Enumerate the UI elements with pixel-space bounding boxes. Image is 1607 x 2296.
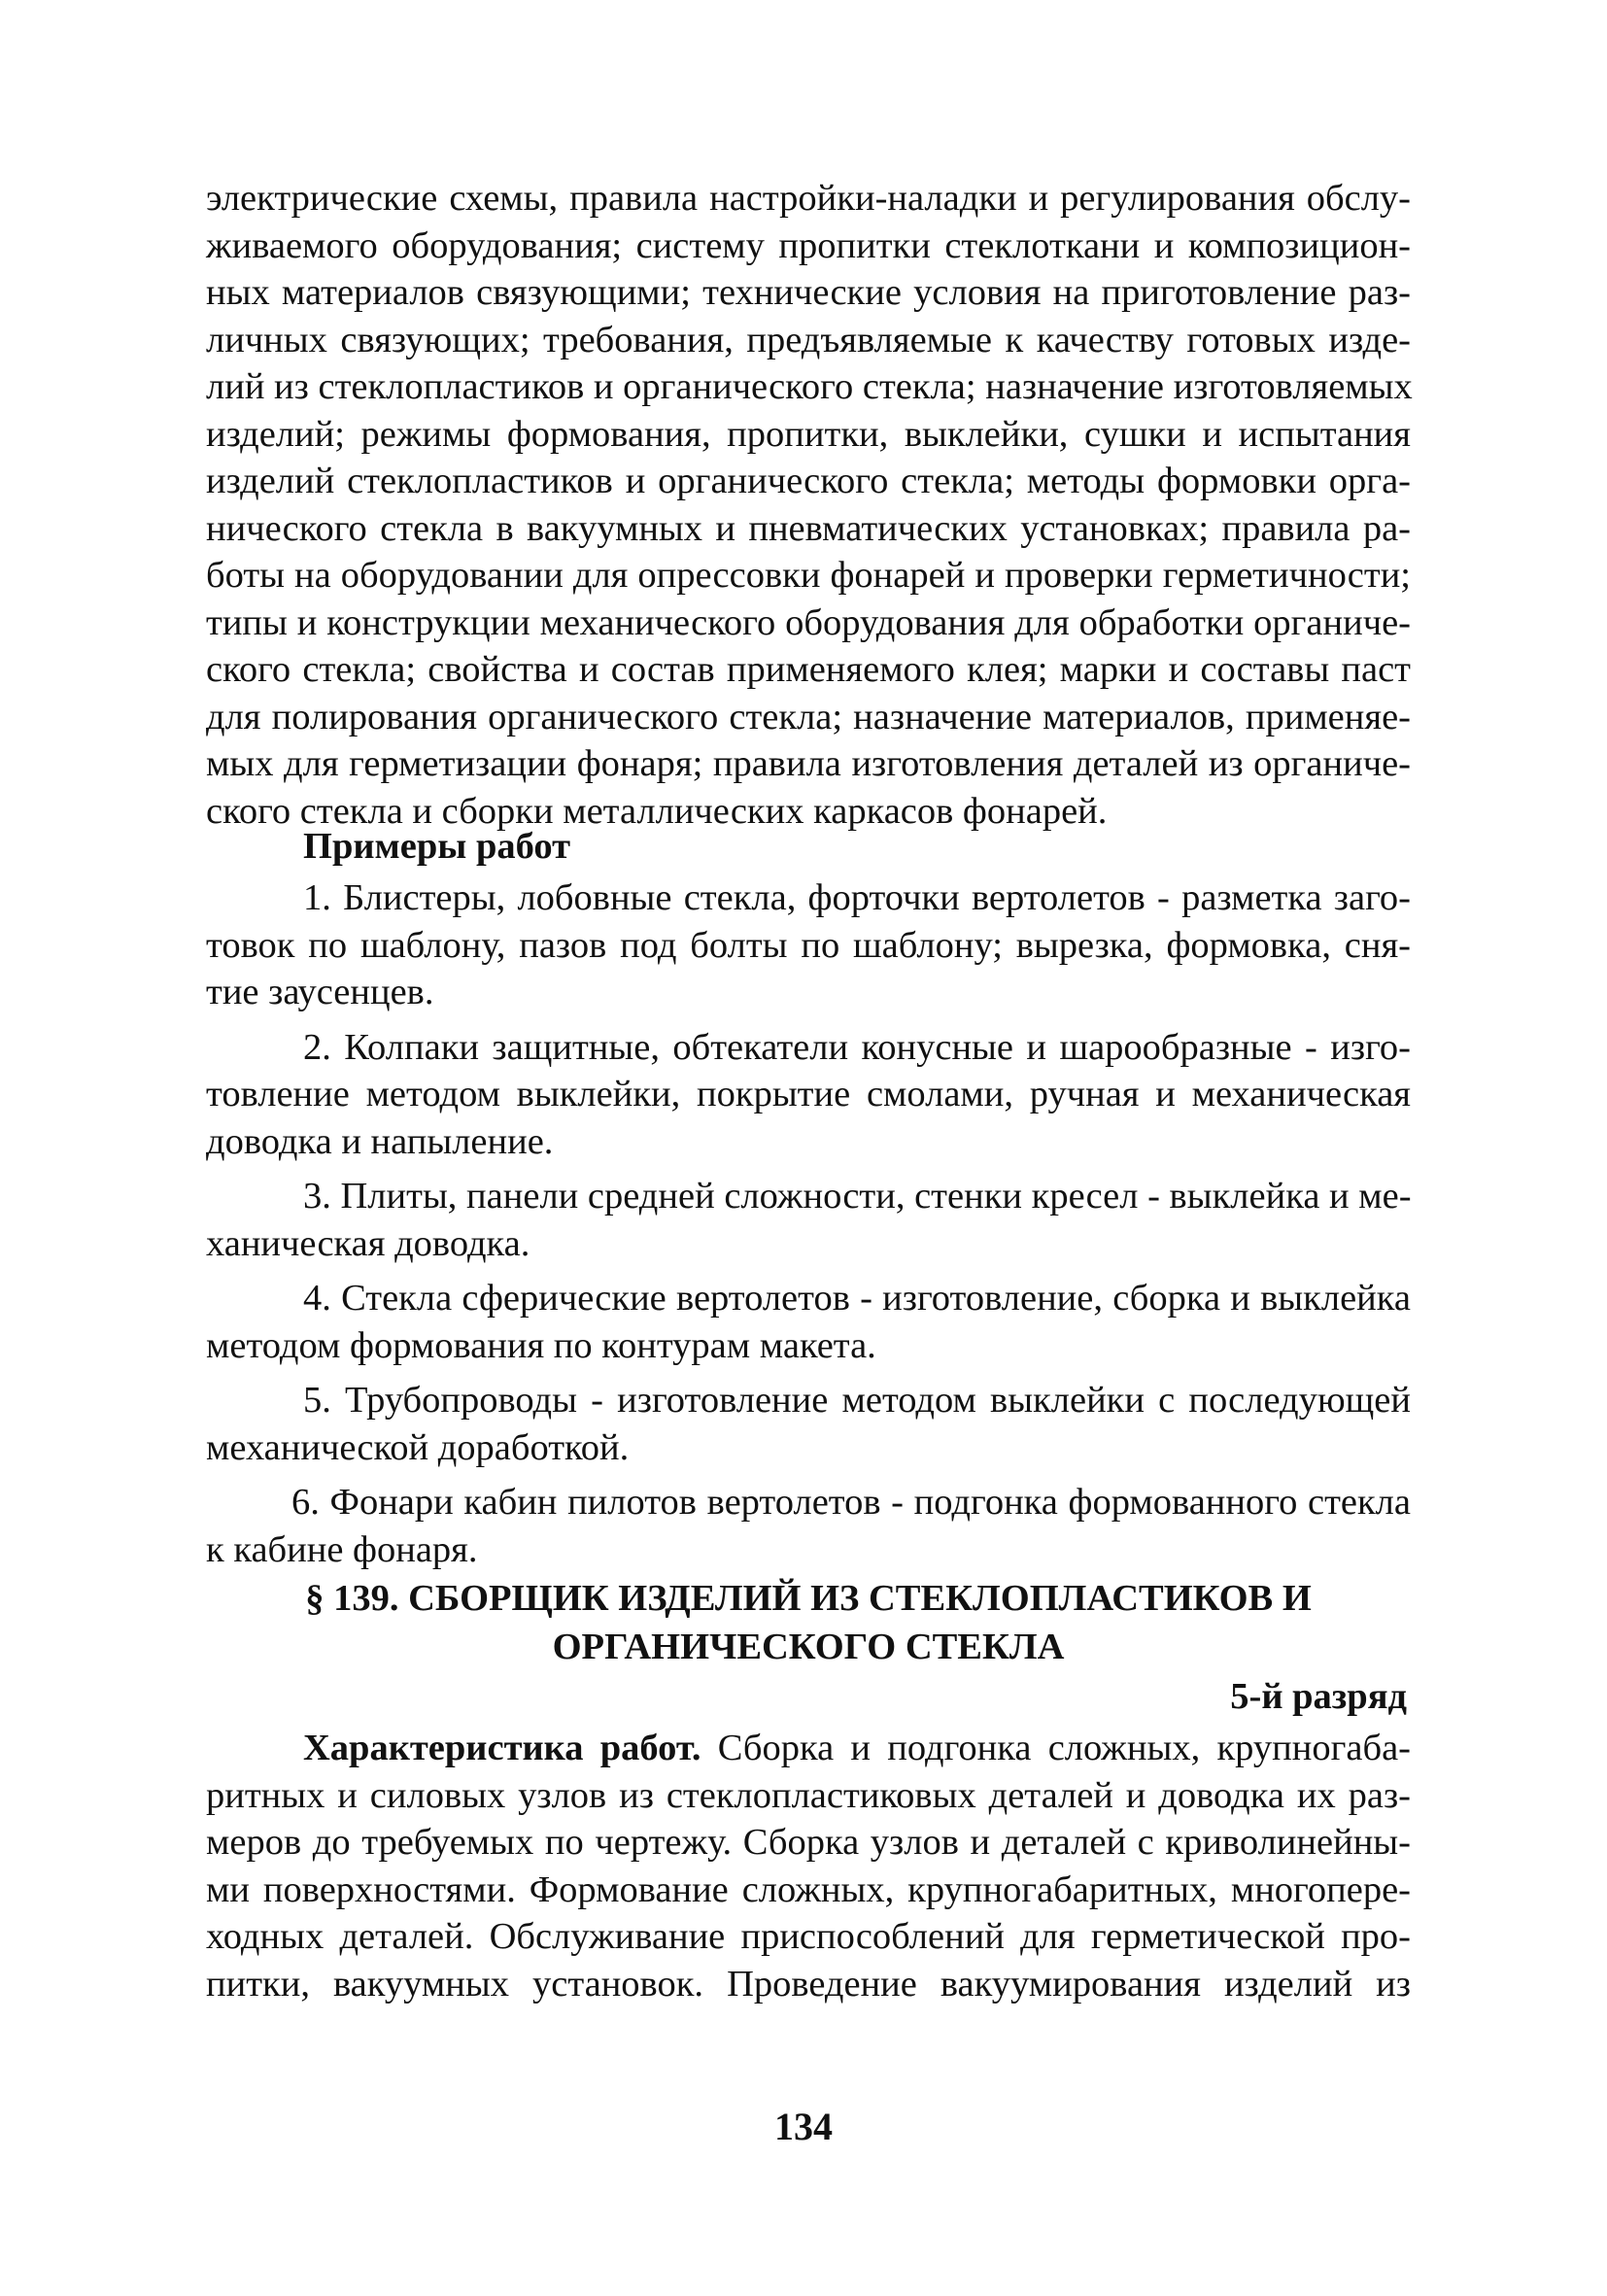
text-line: 4. Стекла сферические вертолетов - изготовление, сборка и выклейка bbox=[303, 1278, 1411, 1319]
grade-label: 5-й разряд bbox=[1230, 1676, 1407, 1717]
text-line: изделий стеклопластиков и органического стекла; методы формовки орга- bbox=[206, 461, 1411, 501]
text-line: тие заусенцев. bbox=[206, 972, 434, 1012]
characteristic-text bbox=[206, 1725, 1411, 2007]
characteristic-label: Характеристика работ. bbox=[303, 1728, 701, 1768]
text-line: методом формования по контурам макета. bbox=[206, 1324, 876, 1366]
text-line: 2. Колпаки защитные, обтекатели конусные и шарообразные - изго- bbox=[303, 1026, 1411, 1068]
characteristic-paragraph bbox=[206, 1725, 1411, 2007]
characteristic-first-line: Сборка и подгонка сложных, крупногаба- bbox=[717, 1728, 1411, 1768]
example-item bbox=[206, 1173, 1411, 1267]
examples-list bbox=[206, 874, 1411, 1573]
text-line: ского стекла; свойства и состав применяемого клея; марки и составы паст bbox=[206, 649, 1411, 690]
text-line: 5. Трубопроводы - изготовление методом выклейки с последующей bbox=[303, 1380, 1411, 1421]
text-line: 3. Плиты, панели средней сложности, стенки кресел - выклейка и ме- bbox=[303, 1176, 1412, 1217]
example-item bbox=[206, 1275, 1411, 1369]
text-line: лий из стеклопластиков и органического стекла; назначение изготовляемых bbox=[206, 366, 1413, 407]
text-line: живаемого оборудования; систему пропитки стеклоткани и композицион- bbox=[206, 224, 1411, 266]
examples-heading: Примеры работ bbox=[303, 826, 571, 867]
text-line bbox=[206, 1725, 1411, 1772]
section-title-line: § 139. СБОРЩИК ИЗДЕЛИЙ ИЗ СТЕКЛОПЛАСТИКОВ И bbox=[305, 1578, 1312, 1619]
text-line: мых для герметизации фонаря; правила изготовления деталей из органиче- bbox=[206, 743, 1411, 784]
text-line: 6. Фонари кабин пилотов вертолетов - подгонка формованного стекла bbox=[291, 1482, 1411, 1523]
text-line: нического стекла в вакуумных и пневматических установках; правила ра- bbox=[206, 507, 1411, 549]
text-line: ханическая доводка. bbox=[206, 1222, 530, 1264]
example-item bbox=[206, 1479, 1411, 1573]
text-line: боты на оборудовании для опрессовки фонарей и проверки герметичности; bbox=[206, 555, 1411, 596]
example-item bbox=[206, 874, 1411, 1016]
text-line: товление методом выклейки, покрытие смолами, ручная и механическая bbox=[206, 1074, 1411, 1114]
text-line: личных связующих; требования, предъявляемые к качеству готовых изде- bbox=[206, 319, 1411, 360]
text-line: ского стекла и сборки металлических каркасов фонарей. bbox=[206, 790, 1108, 832]
text-line: электрические схемы, правила настройки-наладки и регулирования обслу- bbox=[206, 178, 1411, 219]
text-line: товок по шаблону, пазов под болты по шаблону; вырезка, формовка, сня- bbox=[206, 924, 1411, 966]
section-title bbox=[206, 1574, 1411, 1671]
text-line: меров до требуемых по чертежу. Сборка узлов и деталей с криволинейны- bbox=[206, 1822, 1411, 1863]
text-line: для полирования органического стекла; назначение материалов, применяе- bbox=[206, 696, 1411, 737]
text-line: доводка и напыление. bbox=[206, 1120, 554, 1162]
section-title-line: ОРГАНИЧЕСКОГО СТЕКЛА bbox=[552, 1627, 1065, 1667]
text-line: 1. Блистеры, лобовные стекла, форточки вертолетов - разметка заго- bbox=[303, 877, 1411, 918]
text-line: ми поверхностями. Формование сложных, крупногабаритных, многопере- bbox=[206, 1868, 1411, 1910]
intro-text bbox=[206, 175, 1411, 835]
text-line: питки, вакуумных установок. Проведение вакуумирования изделий из bbox=[206, 1963, 1411, 2005]
text-line: типы и конструкции механического оборудования для обработки органиче- bbox=[206, 601, 1411, 643]
example-item bbox=[206, 1377, 1411, 1471]
text-line: механической доработкой. bbox=[206, 1426, 630, 1468]
text-line: изделий; режимы формования, пропитки, выклейки, сушки и испытания bbox=[206, 413, 1411, 455]
text-line: ритных и силовых узлов из стеклопластиковых деталей и доводка их раз- bbox=[206, 1774, 1411, 1816]
text-line: ных материалов связующими; технические условия на приготовление раз- bbox=[206, 272, 1411, 313]
text-line: к кабине фонаря. bbox=[206, 1528, 478, 1570]
text-line: ходных деталей. Обслуживание приспособлений для герметической про- bbox=[206, 1916, 1411, 1957]
page-number: 134 bbox=[774, 2105, 833, 2148]
intro-paragraph bbox=[206, 175, 1411, 835]
example-item bbox=[206, 1024, 1411, 1166]
